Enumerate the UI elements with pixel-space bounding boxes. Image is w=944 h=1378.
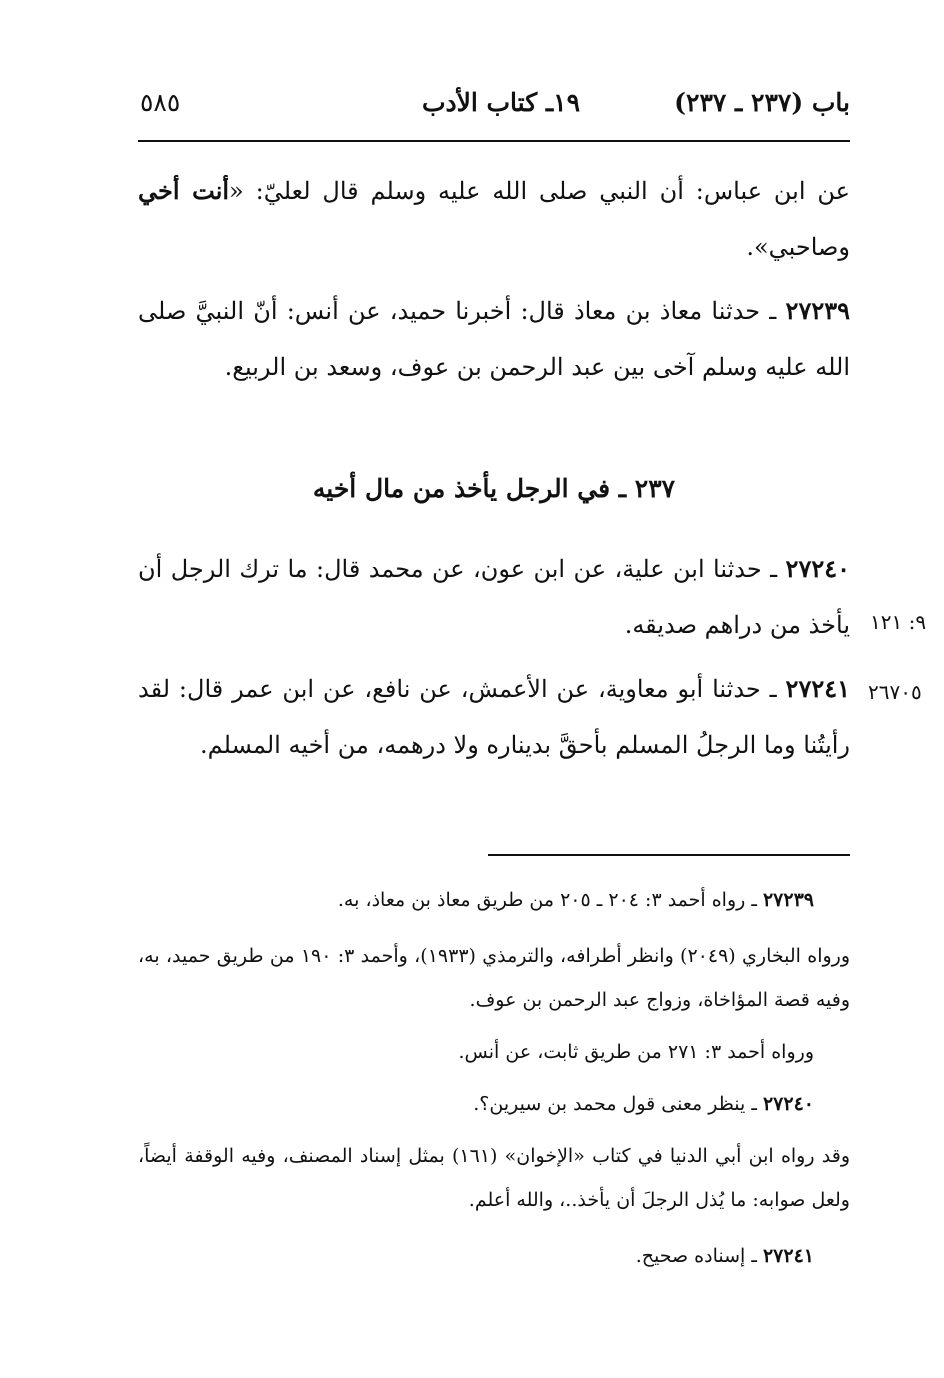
page-header — [138, 88, 850, 128]
hadith-text: ـ حدثنا معاذ بن معاذ قال: أخبرنا حميد، عن أنس: أنّ النبيَّ صلى الله عليه وسلم آخى بين عبد الرحمن بن عوف، وسعد بن الربيع. — [138, 297, 850, 381]
hadith-text: ـ حدثنا ابن علية، عن ابن عون، عن محمد قال: ما ترك الرجل أن يأخذ من دراهم صديقه. — [138, 555, 850, 639]
footnote-27239 — [138, 878, 850, 922]
header-divider — [138, 140, 850, 142]
footnote-divider — [488, 854, 850, 856]
footnote-number: ٢٧٢٤٠ — [762, 1093, 814, 1115]
book-title: ١٩ـ كتاب الأدب — [421, 88, 580, 117]
footnote-number: ٢٧٢٤١ — [762, 1245, 814, 1267]
footnote-27240 — [138, 1082, 850, 1126]
footnote-text: ـ ينظر معنى قول محمد بن سيرين؟. — [473, 1093, 763, 1115]
footnote-text: ـ إسناده صحيح. — [635, 1245, 763, 1267]
footnote-text: ـ رواه أحمد ٣: ٢٠٤ ـ ٢٠٥ من طريق معاذ بن معاذ، به. — [337, 889, 763, 911]
paragraph-hadith-27240 — [138, 541, 850, 653]
footnote-number: ٢٧٢٣٩ — [762, 889, 814, 911]
quote-bold: أنت أخي — [138, 176, 230, 205]
margin-reference: ٢٦٧٠٥ — [868, 680, 922, 704]
footnote-text: ورواه البخاري (٢٠٤٩) وانظر أطرافه، والترمذي (١٩٣٣)، وأحمد ٣: ١٩٠ من طريق حميد، به، وفيه قصة المؤاخاة، وزواج عبد الرحمن بن عوف. — [138, 945, 850, 1011]
footnote-text: ورواه أحمد ٣: ٢٧١ من طريق ثابت، عن أنس. — [458, 1041, 814, 1063]
footnote-27239-continued — [138, 934, 850, 1022]
paragraph-hadith-27241 — [138, 661, 850, 773]
footnote-text: وقد رواه ابن أبي الدنيا في كتاب «الإخوان» (١٦١) بمثل إسناد المصنف، وفيه الوقفة أيضاً، ولعل صوابه: ما يُذل الرجلَ أن يأخذ..، والله أعلم. — [138, 1145, 850, 1211]
section-title: ٢٣٧ ـ في الرجل يأخذ من مال أخيه — [312, 474, 676, 503]
paragraph-hadith-continuation — [138, 163, 850, 275]
paragraph-text: عن ابن عباس: أن النبي صلى الله عليه وسلم قال لعليّ: « — [229, 177, 851, 205]
footnote-27241 — [138, 1234, 850, 1278]
hadith-text: ـ حدثنا أبو معاوية، عن الأعمش، عن نافع، عن ابن عمر قال: لقد رأيتُنا وما الرجلُ المسلم بأحقَّ بديناره ولا درهمه، من أخيه المسلم. — [138, 675, 850, 759]
footnote-27239-anas — [138, 1030, 850, 1074]
hadith-number: ٢٧٢٣٩ — [785, 296, 850, 325]
footnote-27240-continued — [138, 1134, 850, 1222]
paragraph-text-end: وصاحبي». — [746, 233, 850, 261]
hadith-number: ٢٧٢٤١ — [785, 674, 850, 703]
margin-reference: ٩: ١٢١ — [870, 610, 927, 634]
chapter-range: باب (٢٣٧ ـ ٢٣٧) — [674, 88, 850, 117]
paragraph-hadith-27239 — [138, 283, 850, 395]
hadith-number: ٢٧٢٤٠ — [785, 554, 850, 583]
page-number: ٥٨٥ — [140, 88, 181, 117]
